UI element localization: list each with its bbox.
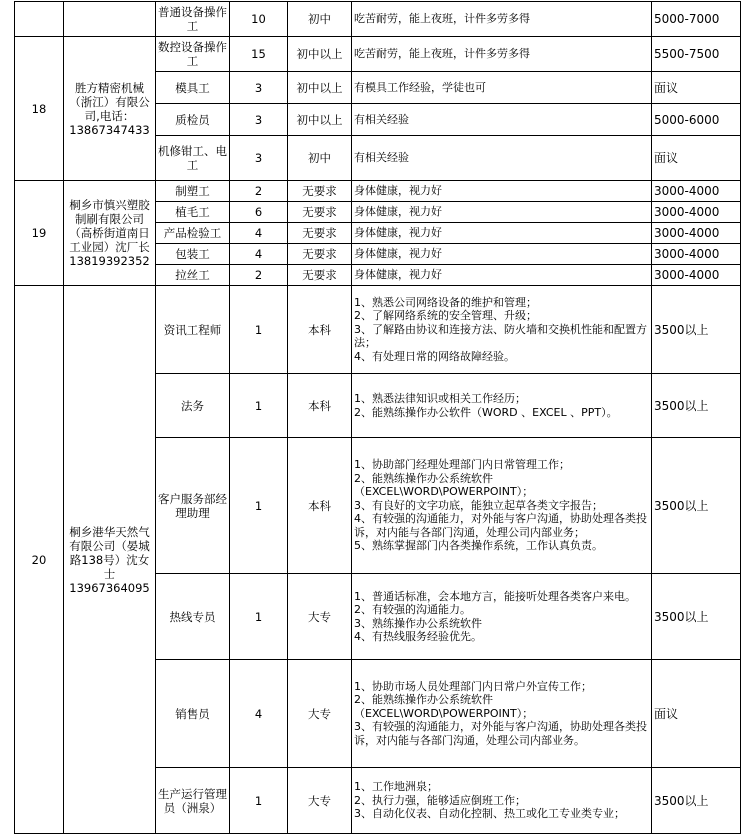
requirement-cell: 有模具工作经验，学徒也可 bbox=[352, 72, 652, 104]
salary-cell: 5500-7500 bbox=[652, 37, 741, 72]
education-cell: 本科 bbox=[288, 374, 352, 438]
requirement-cell: 1、熟悉法律知识或相关工作经历； 2、能熟练操作办公软件（WORD 、EXCEL 、PPT）。 bbox=[352, 374, 652, 438]
position-cell: 法务 bbox=[156, 374, 230, 438]
requirement-cell: 吃苦耐劳，能上夜班，计件多劳多得 bbox=[352, 2, 652, 37]
requirement-cell: 有相关经验 bbox=[352, 104, 652, 136]
education-cell: 本科 bbox=[288, 286, 352, 374]
company-cell bbox=[64, 2, 156, 37]
requirement-cell: 身体健康，视力好 bbox=[352, 223, 652, 244]
salary-cell: 5000-7000 bbox=[652, 2, 741, 37]
education-cell: 本科 bbox=[288, 438, 352, 574]
education-cell: 无要求 bbox=[288, 265, 352, 286]
education-cell: 初中 bbox=[288, 136, 352, 181]
requirement-cell: 1、普通话标准，会本地方言，能接听处理各类客户来电。 2、有较强的沟通能力。 3、熟练操作办公系统软件 4、有热线服务经验优先。 bbox=[352, 574, 652, 660]
row-number-cell: 20 bbox=[15, 286, 64, 834]
salary-cell: 3000-4000 bbox=[652, 244, 741, 265]
row-number-cell: 19 bbox=[15, 181, 64, 286]
salary-cell: 3500以上 bbox=[652, 286, 741, 374]
table-row bbox=[15, 286, 741, 374]
company-cell: 桐乡市慎兴塑胶制刷有限公司（高桥街道南日工业园）沈厂长13819392352 bbox=[64, 181, 156, 286]
position-cell: 销售员 bbox=[156, 660, 230, 768]
position-cell: 拉丝工 bbox=[156, 265, 230, 286]
education-cell: 初中以上 bbox=[288, 72, 352, 104]
position-cell: 机修钳工、电工 bbox=[156, 136, 230, 181]
count-cell: 3 bbox=[230, 72, 288, 104]
salary-cell: 3500以上 bbox=[652, 374, 741, 438]
education-cell: 大专 bbox=[288, 574, 352, 660]
company-cell: 胜方精密机械（浙江）有限公司,电话：13867347433 bbox=[64, 37, 156, 181]
table-row bbox=[15, 181, 741, 202]
count-cell: 3 bbox=[230, 136, 288, 181]
count-cell: 10 bbox=[230, 2, 288, 37]
salary-cell: 3500以上 bbox=[652, 768, 741, 834]
salary-cell: 5000-6000 bbox=[652, 104, 741, 136]
row-number-cell: 18 bbox=[15, 37, 64, 181]
education-cell: 无要求 bbox=[288, 223, 352, 244]
count-cell: 2 bbox=[230, 265, 288, 286]
education-cell: 无要求 bbox=[288, 202, 352, 223]
count-cell: 6 bbox=[230, 202, 288, 223]
count-cell: 4 bbox=[230, 660, 288, 768]
count-cell: 4 bbox=[230, 244, 288, 265]
requirement-cell: 1、工作地洲泉； 2、执行力强，能够适应倒班工作； 3、自动化仪表、自动化控制、热工或化工专业类专业； bbox=[352, 768, 652, 834]
requirement-cell: 身体健康，视力好 bbox=[352, 202, 652, 223]
education-cell: 初中 bbox=[288, 2, 352, 37]
position-cell: 包装工 bbox=[156, 244, 230, 265]
position-cell: 模具工 bbox=[156, 72, 230, 104]
position-cell: 热线专员 bbox=[156, 574, 230, 660]
education-cell: 无要求 bbox=[288, 244, 352, 265]
row-number-cell bbox=[15, 2, 64, 37]
requirement-cell: 1、协助部门经理处理部门内日常管理工作； 2、能熟练操作办公系统软件（EXCEL\WORD\POWERPOINT）； 3、有良好的文字功底，能独立起草各类文字报告； 4、有较强的沟通能力，对外能与客户沟通，协助处理各类投诉，对内能与各部门沟通，处理公司内部业务； 5、熟练掌握部门内各类操作系统，工作认真负责。 bbox=[352, 438, 652, 574]
position-cell: 数控设备操作工 bbox=[156, 37, 230, 72]
requirement-cell: 吃苦耐劳，能上夜班，计件多劳多得 bbox=[352, 37, 652, 72]
position-cell: 普通设备操作工 bbox=[156, 2, 230, 37]
education-cell: 大专 bbox=[288, 768, 352, 834]
salary-cell: 面议 bbox=[652, 136, 741, 181]
requirement-cell: 身体健康，视力好 bbox=[352, 181, 652, 202]
education-cell: 初中以上 bbox=[288, 37, 352, 72]
count-cell: 1 bbox=[230, 574, 288, 660]
education-cell: 无要求 bbox=[288, 181, 352, 202]
salary-cell: 3500以上 bbox=[652, 574, 741, 660]
salary-cell: 面议 bbox=[652, 72, 741, 104]
position-cell: 植毛工 bbox=[156, 202, 230, 223]
table-row bbox=[15, 2, 741, 37]
count-cell: 2 bbox=[230, 181, 288, 202]
requirement-cell: 1、熟悉公司网络设备的维护和管理； 2、了解网络系统的安全管理、升级； 3、了解路由协议和连接方法、防火墙和交换机性能和配置方法； 4、有处理日常的网络故障经验。 bbox=[352, 286, 652, 374]
position-cell: 质检员 bbox=[156, 104, 230, 136]
count-cell: 1 bbox=[230, 286, 288, 374]
education-cell: 大专 bbox=[288, 660, 352, 768]
position-cell: 制塑工 bbox=[156, 181, 230, 202]
salary-cell: 3000-4000 bbox=[652, 223, 741, 244]
position-cell: 产品检验工 bbox=[156, 223, 230, 244]
table-row bbox=[15, 37, 741, 72]
company-cell: 桐乡港华天然气有限公司（晏城路138号）沈女士13967364095 bbox=[64, 286, 156, 834]
requirement-cell: 身体健康，视力好 bbox=[352, 244, 652, 265]
position-cell: 生产运行管理员（洲泉） bbox=[156, 768, 230, 834]
salary-cell: 3500以上 bbox=[652, 438, 741, 574]
count-cell: 4 bbox=[230, 223, 288, 244]
position-cell: 客户服务部经理助理 bbox=[156, 438, 230, 574]
salary-cell: 面议 bbox=[652, 660, 741, 768]
requirement-cell: 1、协助市场人员处理部门内日常户外宣传工作； 2、能熟练操作办公系统软件（EXCEL\WORD\POWERPOINT）； 3、有较强的沟通能力，对外能与客户沟通，协助处理各类投诉，对内能与各部门沟通，处理公司内部业务。 bbox=[352, 660, 652, 768]
count-cell: 1 bbox=[230, 768, 288, 834]
education-cell: 初中以上 bbox=[288, 104, 352, 136]
requirement-cell: 身体健康，视力好 bbox=[352, 265, 652, 286]
count-cell: 3 bbox=[230, 104, 288, 136]
position-cell: 资讯工程师 bbox=[156, 286, 230, 374]
count-cell: 15 bbox=[230, 37, 288, 72]
count-cell: 1 bbox=[230, 438, 288, 574]
recruitment-table bbox=[14, 1, 741, 834]
salary-cell: 3000-4000 bbox=[652, 181, 741, 202]
count-cell: 1 bbox=[230, 374, 288, 438]
salary-cell: 3000-4000 bbox=[652, 202, 741, 223]
salary-cell: 3000-4000 bbox=[652, 265, 741, 286]
requirement-cell: 有相关经验 bbox=[352, 136, 652, 181]
